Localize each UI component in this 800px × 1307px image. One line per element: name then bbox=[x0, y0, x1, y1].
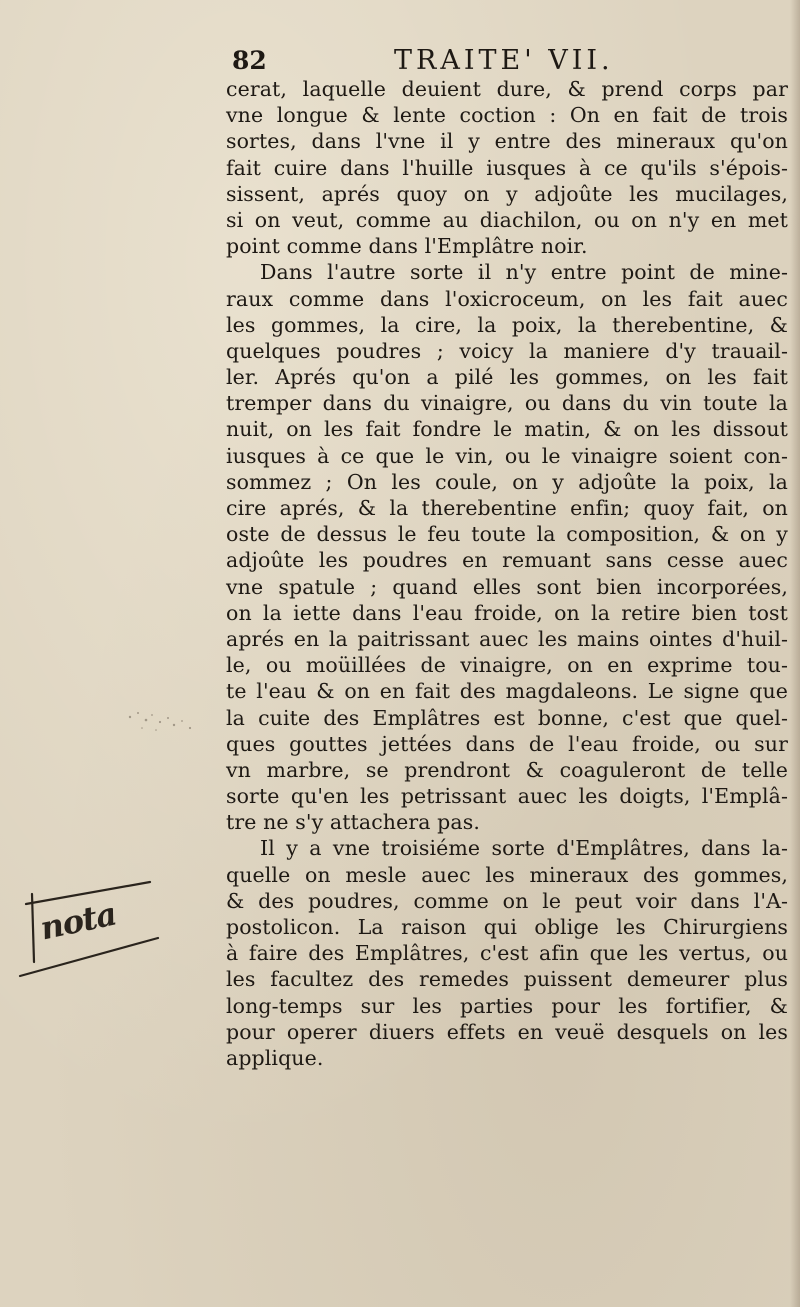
text-line: quelle on mesle auec les mineraux des gommes, bbox=[226, 862, 788, 887]
text-line: la cuite des Emplâtres est bonne, c'est que quel- bbox=[226, 705, 788, 730]
text-line: postolicon. La raison qui oblige les Chirurgiens bbox=[226, 915, 788, 939]
text-line: Il y a vne troisiéme sorte d'Emplâtres, dans la- bbox=[260, 836, 788, 861]
running-title: TRAITE' VII. bbox=[394, 45, 614, 76]
text-line: applique. bbox=[226, 1045, 324, 1070]
text-line: cire aprés, & la therebentine enfin; quoy fait, on bbox=[226, 496, 788, 520]
text-line: on la iette dans l'eau froide, on la retire bien tost bbox=[226, 600, 788, 625]
text-line: long-temps sur les parties pour les fortifier, & bbox=[226, 993, 788, 1018]
text-line: oste de dessus le feu toute la composition, & on y bbox=[226, 522, 788, 547]
text-line: quelques poudres ; voicy la maniere d'y trauail- bbox=[226, 338, 788, 363]
text-line: nuit, on les fait fondre le matin, & on les dissout bbox=[226, 417, 788, 442]
page-edge-shadow bbox=[790, 0, 800, 1307]
text-line: à faire des Emplâtres, c'est afin que les vertus, ou bbox=[226, 941, 788, 966]
text-line: aprés en la paitrissant auec les mains ointes d'huil- bbox=[226, 626, 788, 651]
margin-note-text: nota bbox=[36, 894, 120, 948]
body-text bbox=[226, 76, 788, 1071]
text-line: pour operer diuers effets en veuë desquels on les bbox=[226, 1019, 788, 1044]
ink-specks-graphic bbox=[100, 695, 230, 755]
text-line: si on veut, comme au diachilon, ou on n'y en met bbox=[226, 207, 788, 232]
text-line: Dans l'autre sorte il n'y entre point de mine- bbox=[260, 260, 788, 285]
text-line: cerat, laquelle deuient dure, & prend corps par bbox=[226, 77, 788, 101]
text-line: sommez ; On les coule, on y adjoûte la poix, la bbox=[226, 469, 788, 494]
text-line: ques gouttes jettées dans de l'eau froide, ou sur bbox=[226, 731, 788, 756]
text-line: tre ne s'y attachera pas. bbox=[226, 810, 480, 835]
text-line: point comme dans l'Emplâtre noir. bbox=[226, 234, 588, 259]
text-line: sortes, dans l'vne il y entre des mineraux qu'on bbox=[226, 129, 788, 154]
page-header bbox=[232, 44, 652, 78]
text-line: adjoûte les poudres en remuant sans cesse auec bbox=[226, 548, 788, 573]
text-line: le, ou moüillées de vinaigre, on en exprime tou- bbox=[226, 653, 788, 678]
text-line: sissent, aprés quoy on y adjoûte les mucilages, bbox=[226, 181, 788, 206]
text-line: & des poudres, comme on le peut voir dans l'A- bbox=[226, 888, 788, 913]
text-line: vne spatule ; quand elles sont bien incorporées, bbox=[226, 574, 788, 599]
text-line: vne longue & lente coction : On en fait de trois bbox=[226, 103, 788, 128]
ink-specks bbox=[100, 695, 230, 755]
text-line: les facultez des remedes puissent demeurer plus bbox=[226, 967, 788, 992]
text-line: iusques à ce que le vin, ou le vinaigre soient con- bbox=[226, 443, 788, 468]
text-line: raux comme dans l'oxicroceum, on les fait auec bbox=[226, 286, 788, 311]
page-number: 82 bbox=[232, 46, 267, 75]
text-line: te l'eau & on en fait des magdaleons. Le signe que bbox=[226, 679, 788, 704]
text-line: vn marbre, se prendront & coaguleront de telle bbox=[226, 757, 788, 782]
text-line: sorte qu'en les petrissant auec les doigts, l'Emplâ- bbox=[226, 784, 788, 809]
text-line: tremper dans du vinaigre, ou dans du vin toute la bbox=[226, 391, 788, 416]
text-line: fait cuire dans l'huille iusques à ce qu'ils s'épois- bbox=[226, 155, 788, 180]
text-line: ler. Aprés qu'on a pilé les gommes, on les fait bbox=[226, 365, 788, 390]
margin-note bbox=[18, 880, 168, 980]
text-line: les gommes, la cire, la poix, la therebentine, & bbox=[226, 312, 788, 337]
